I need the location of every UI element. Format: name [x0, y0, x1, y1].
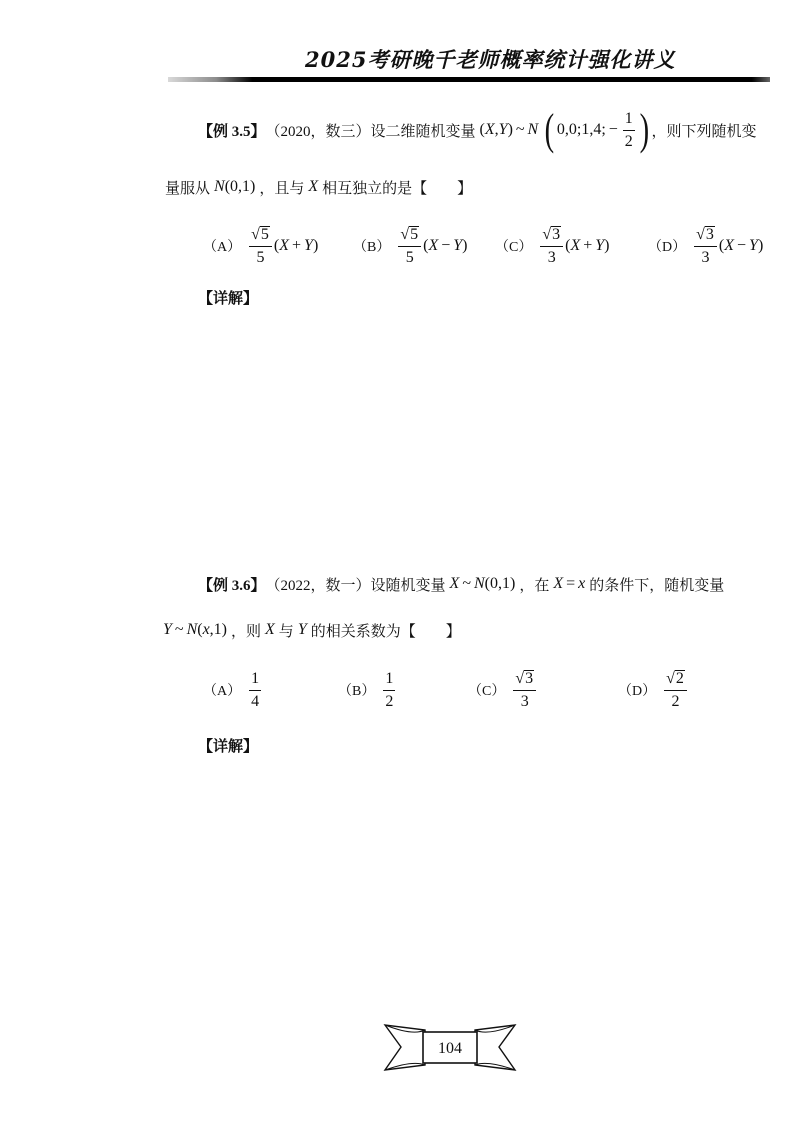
- fraction-denominator: 2: [624, 132, 633, 150]
- header-rule: [168, 77, 770, 82]
- option-label: （D）: [648, 240, 687, 255]
- question-text: ，在: [519, 577, 550, 594]
- option-b: [353, 222, 468, 270]
- option-a: [203, 222, 318, 270]
- question-text: 相互独立的是【 】: [322, 180, 473, 197]
- option-expression: (X − Y): [718, 237, 764, 254]
- option-d: [618, 666, 689, 714]
- fraction: [513, 669, 536, 710]
- example-source: （2020，数三）: [265, 123, 371, 140]
- fraction-numerator: 1: [623, 109, 635, 130]
- fraction-numerator: 1: [249, 669, 261, 690]
- fraction-denominator: 2: [385, 692, 394, 710]
- fraction: [383, 669, 395, 710]
- option-label: （C）: [468, 684, 506, 699]
- option-expression: (X + Y): [273, 237, 319, 254]
- fraction-denominator: 5: [256, 248, 265, 266]
- option-label: （C）: [495, 240, 533, 255]
- math-expression: X ~ N(0,1): [449, 575, 516, 592]
- fraction: [249, 669, 261, 710]
- fraction-numerator: √5: [249, 225, 272, 246]
- option-a: [203, 666, 263, 714]
- option-expression: (X − Y): [423, 237, 468, 254]
- fraction-numerator: √2: [664, 669, 687, 690]
- fraction-numerator: 1: [383, 669, 395, 690]
- option-label: （A）: [203, 684, 242, 699]
- example-source: （2022，数一）: [265, 577, 371, 594]
- example-3-6-line-2: [163, 618, 461, 642]
- fraction: [694, 225, 717, 266]
- example-label: 【例 3.6】: [198, 577, 266, 594]
- example-3-6-line-1: [198, 572, 724, 596]
- question-text: 设二维随机变量: [370, 123, 476, 140]
- fraction: [249, 225, 272, 266]
- option-label: （B）: [353, 240, 391, 255]
- option-expression: (X + Y): [565, 237, 610, 254]
- fraction-denominator: 3: [701, 248, 710, 266]
- example-3-5-line-2: [165, 175, 472, 199]
- page-number-ribbon: [383, 1020, 517, 1074]
- example-label: 【例 3.5】: [198, 123, 266, 140]
- fraction: [623, 109, 635, 150]
- math-expression: Y ~ N(x,1): [163, 621, 227, 638]
- option-b: [338, 666, 397, 714]
- fraction-numerator: √3: [540, 225, 563, 246]
- fraction-numerator: √3: [513, 669, 536, 690]
- math-expression: Y: [297, 621, 307, 638]
- math-expression: X = x: [553, 575, 586, 592]
- math-expression: (X,Y) ~ N: [479, 121, 539, 138]
- question-text: 设随机变量: [370, 577, 446, 594]
- page-number: 104: [438, 1040, 462, 1057]
- fraction-denominator: 3: [547, 248, 556, 266]
- math-expression: X: [308, 178, 319, 195]
- fraction: [664, 669, 687, 710]
- option-c: [495, 222, 610, 270]
- left-parenthesis: (: [544, 105, 555, 154]
- question-text: 量服从: [165, 180, 211, 197]
- fraction-numerator: √3: [694, 225, 717, 246]
- option-label: （A）: [203, 240, 242, 255]
- question-text: ，则: [231, 623, 262, 640]
- fraction-denominator: 3: [520, 692, 529, 710]
- header-title: 2025考研晚千老师概率统计强化讲义: [305, 47, 676, 72]
- option-c: [468, 666, 538, 714]
- fraction: [398, 225, 421, 266]
- option-d: [648, 222, 763, 270]
- math-expression: X: [265, 621, 275, 638]
- question-text: ，且与: [259, 180, 305, 197]
- option-label: （D）: [618, 684, 657, 699]
- fraction-denominator: 5: [405, 248, 414, 266]
- fraction: [540, 225, 563, 266]
- question-text: 与: [278, 623, 294, 640]
- option-label: （B）: [338, 684, 376, 699]
- fraction-numerator: √5: [398, 225, 421, 246]
- question-text: 的条件下，随机变量: [589, 577, 725, 594]
- example-3-5-line-1: [198, 106, 756, 154]
- fraction-denominator: 4: [251, 692, 260, 710]
- detail-label: 【详解】: [198, 738, 259, 755]
- fraction-denominator: 2: [671, 692, 680, 710]
- math-expression: N(0,1): [214, 178, 256, 195]
- distribution-parameters: 0,0;1,4; −: [556, 121, 618, 138]
- right-parenthesis: ): [639, 105, 649, 154]
- detail-label: 【详解】: [198, 290, 259, 307]
- question-text: ，则下列随机变: [651, 123, 757, 140]
- question-text: 的相关系数为【 】: [310, 623, 461, 640]
